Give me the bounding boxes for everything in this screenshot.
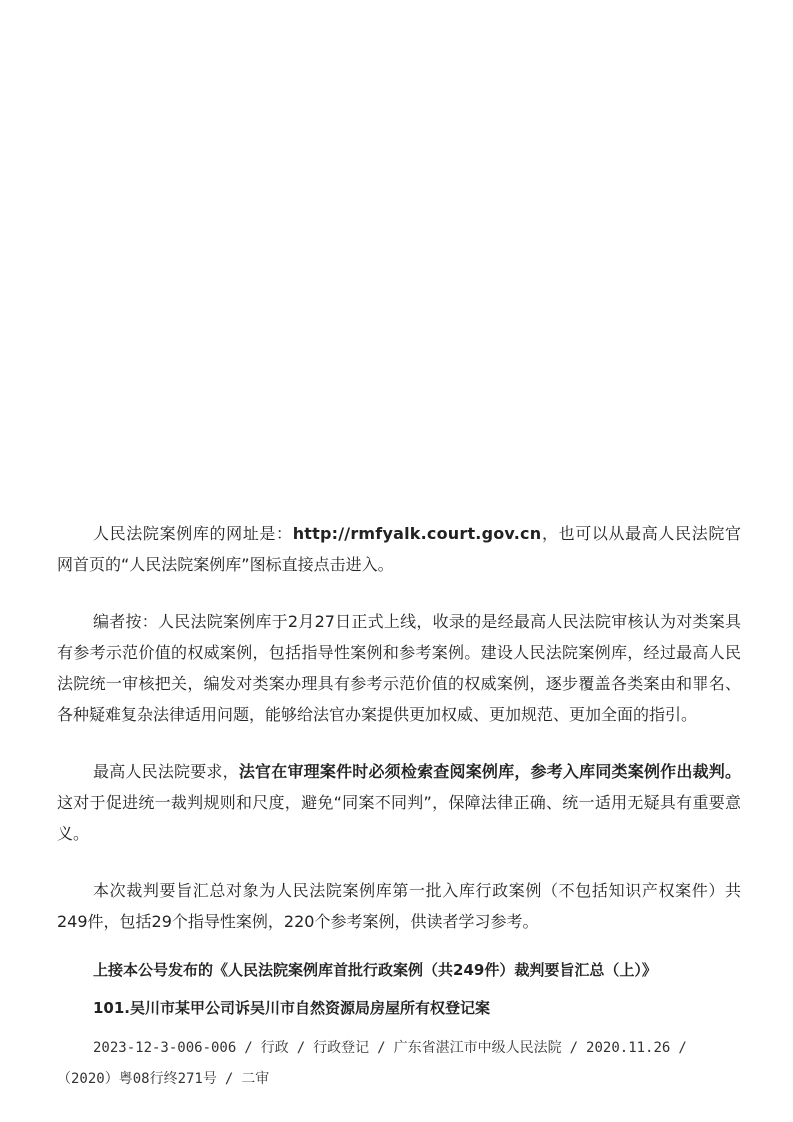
meta-separator: / (224, 1071, 234, 1087)
case-court: 广东省湛江市中级人民法院 (393, 1040, 562, 1056)
case-subcategory: 行政登记 (313, 1040, 370, 1056)
meta-separator: / (296, 1040, 306, 1056)
case-category: 行政 (260, 1040, 289, 1056)
meta-separator: / (244, 1040, 253, 1056)
intro-prefix: 人民法院案例库的网址是： (93, 524, 293, 543)
continuation-heading: 上接本公号发布的《人民法院案例库首批行政案例（共249件）裁判要旨汇总（上）》 (93, 961, 657, 979)
requirement-suffix: 这对于促进统一裁判规则和尺度，避免“同案不同判”，保障法律正确、统一适用无疑具有重要意义。 (57, 793, 741, 843)
case-docket: （2020）粤08行终271号 (57, 1071, 217, 1087)
intro-paragraph (57, 518, 741, 580)
intro-suffix: ，也可以从最高人民法院官网首页的“人民法院案例库”图标直接点击进入。 (57, 524, 741, 574)
case-title: 101.吴川市某甲公司诉吴川市自然资源局房屋所有权登记案 (93, 999, 491, 1017)
case-meta (57, 1033, 741, 1095)
case-instance: 二审 (241, 1071, 270, 1087)
article-body (57, 518, 741, 1095)
case-number: 2023-12-3-006-006 (93, 1040, 237, 1056)
meta-separator: / (377, 1040, 386, 1056)
requirement-bold: 法官在审理案件时必须检索查阅案例库，参考入库同类案例作出裁判。 (238, 762, 741, 781)
requirement-paragraph (57, 756, 741, 849)
website-url[interactable]: http://rmfyalk.court.gov.cn (292, 524, 542, 543)
case-date: 2020.11.26 (586, 1040, 671, 1056)
meta-separator: / (678, 1040, 687, 1056)
editor-note-paragraph: 编者按：人民法院案例库于2月27日正式上线，收录的是经最高人民法院审核认为对类案具有参考示范价值的权威案例，包括指导性案例和参考案例。建设人民法院案例库，经过最高人民法院统一审核把关，编发对类案办理具有参考示范价值的权威案例，逐步覆盖各类案由和罪名、各种疑难复杂法律适用问题，能够给法官办案提供更加权威、更加规范、更加全面的指引。 (57, 612, 741, 724)
meta-separator: / (569, 1040, 579, 1056)
requirement-prefix: 最高人民法院要求， (93, 762, 239, 781)
summary-paragraph: 本次裁判要旨汇总对象为人民法院案例库第一批入库行政案例（不包括知识产权案件）共249件，包括29个指导性案例，220个参考案例，供读者学习参考。 (57, 881, 741, 931)
